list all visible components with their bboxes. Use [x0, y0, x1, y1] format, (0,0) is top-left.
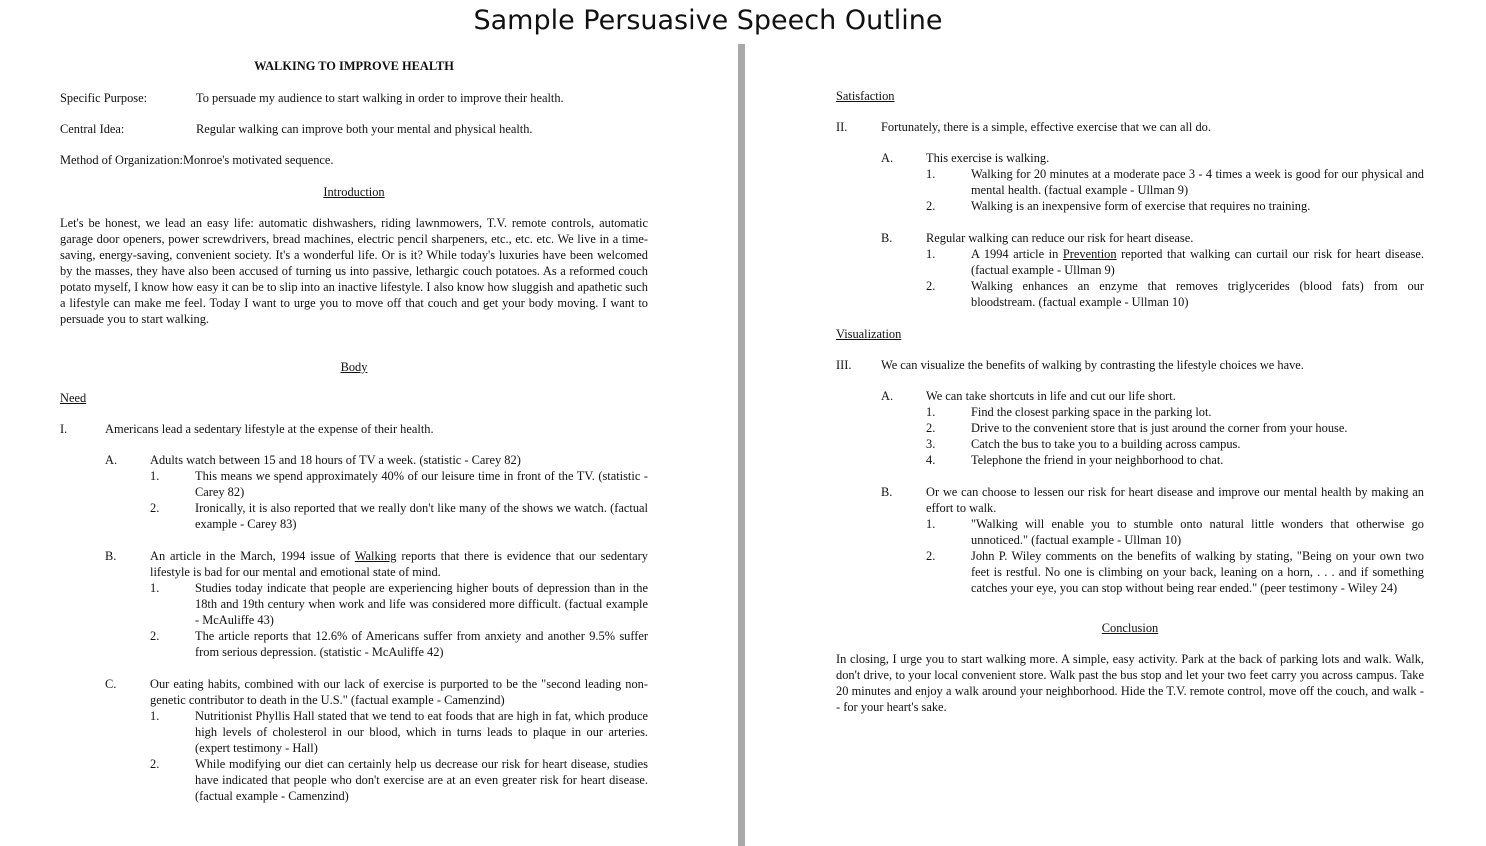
subpoint-text: An article in the March, 1994 issue of Walking reports that there is evidence that our sedentary lifestyle is bad for our mental and emotional state of mind.: [150, 549, 648, 579]
list-item: [926, 198, 1424, 214]
subpoint-need-a: [105, 452, 648, 532]
subpoint-visualization-a: [881, 388, 1424, 468]
item-number: 1.: [926, 517, 936, 531]
main-point-need: [60, 421, 648, 437]
item-text: Nutritionist Phyllis Hall stated that we tend to eat foods that are high in fat, which produce high levels of cholesterol in our blood, which in turns leads to plaque in our arteries. (expert testimony - Hall): [195, 709, 648, 755]
item-text: Telephone the friend in your neighborhood to chat.: [971, 453, 1224, 467]
list-item: [926, 246, 1424, 278]
subpoint-need-c: [105, 676, 648, 804]
left-column: [60, 58, 648, 820]
subpoint-text: Regular walking can reduce our risk for heart disease.: [926, 231, 1194, 245]
item-number: 1.: [150, 709, 160, 723]
subpoint-text: Or we can choose to lessen our risk for heart disease and improve our mental health by making an effort to walk.: [926, 485, 1424, 515]
item-text: Studies today indicate that people are experiencing higher bouts of depression than in the 18th and 19th century when work and life was considered more difficult. (factual example - McAuliffe 43): [195, 581, 648, 627]
subpoint-visualization-b: [881, 484, 1424, 596]
roman-numeral: I.: [60, 422, 68, 436]
subpoint-letter: B.: [105, 549, 117, 563]
list-item: [150, 580, 648, 628]
introduction-heading: Introduction: [323, 185, 385, 199]
main-point-visualization: [836, 357, 1424, 373]
item-number: 1.: [926, 405, 936, 419]
item-text: Walking for 20 minutes at a moderate pace 3 - 4 times a week is good for our physical and mental health. (factual example - Ullman 9): [971, 167, 1424, 197]
meta-central-idea: [60, 121, 648, 137]
item-text: John P. Wiley comments on the benefits of walking by stating, "Being on your own two feet is restful. No one is climbing on your back, leaning on a horn, . . . and if something catches your eye, you can stop without being rear ended." (peer testimony - Wiley 24): [971, 549, 1424, 595]
item-text: Find the closest parking space in the parking lot.: [971, 405, 1212, 419]
list-item: [926, 420, 1424, 436]
main-point-text: Fortunately, there is a simple, effective exercise that we can all do.: [881, 120, 1211, 134]
subpoint-letter: B.: [881, 231, 893, 245]
introduction-text: Let's be honest, we lead an easy life: automatic dishwashers, riding lawnmowers, T.V. remote controls, automatic garage door openers, power screwdrivers, bread machines, electric pencil sharpeners, etc., etc. etc. We live in a time-saving, energy-saving, convenient society. It's a wonderful life. Or is it? While today's luxuries have been welcomed by the masses, they have also been accused of turning us into passive, lethargic couch potatoes. As a reformed couch potato myself, I know how easy it can be to slip into an inactive lifestyle. I also know how sluggish and apathetic such a lifestyle can make me feel. Today I want to urge you to move off that couch and get your body moving. I want to persuade you to start walking.: [60, 216, 648, 326]
subpoint-letter: C.: [105, 677, 117, 691]
item-number: 2.: [926, 279, 936, 293]
list-item: [926, 516, 1424, 548]
item-text: Drive to the convenient store that is just around the corner from your house.: [971, 421, 1348, 435]
meta-specific-purpose: [60, 90, 648, 106]
meta-value: Monroe's motivated sequence.: [182, 153, 334, 167]
main-point-text: Americans lead a sedentary lifestyle at the expense of their health.: [105, 422, 434, 436]
need-heading: Need: [60, 391, 87, 405]
main-point-satisfaction: [836, 119, 1424, 135]
subpoint-satisfaction-b: [881, 230, 1424, 310]
item-number: 2.: [926, 199, 936, 213]
item-number: 1.: [150, 469, 160, 483]
item-number: 2.: [150, 757, 160, 771]
meta-method-of-organization: [60, 152, 648, 168]
subpoint-text: We can take shortcuts in life and cut our life short.: [926, 389, 1176, 403]
meta-value: To persuade my audience to start walking in order to improve their health.: [196, 91, 564, 105]
slide-title: Sample Persuasive Speech Outline: [473, 5, 943, 36]
publication-title: Prevention: [1062, 247, 1117, 261]
item-number: 2.: [926, 421, 936, 435]
item-number: 2.: [150, 629, 160, 643]
item-number: 1.: [150, 581, 160, 595]
list-item: [150, 628, 648, 660]
list-item: [926, 436, 1424, 452]
body-heading: Body: [340, 360, 368, 374]
satisfaction-heading: Satisfaction: [836, 89, 895, 103]
roman-numeral: II.: [836, 120, 848, 134]
list-item: [926, 278, 1424, 310]
subpoint-text: Our eating habits, combined with our lack of exercise is purported to be the "second leading non-genetic contributor to death in the U.S." (factual example - Camenzind): [150, 677, 648, 707]
roman-numeral: III.: [836, 358, 852, 372]
item-text: A 1994 article in Prevention reported that walking can curtail our risk for heart disease. (factual example - Ullman 9): [971, 247, 1424, 277]
meta-label: Central Idea:: [60, 122, 125, 136]
meta-value: Regular walking can improve both your mental and physical health.: [196, 122, 533, 136]
list-item: [926, 548, 1424, 596]
subpoint-letter: B.: [881, 485, 893, 499]
list-item: [150, 500, 648, 532]
visualization-heading: Visualization: [836, 327, 902, 341]
subpoint-letter: A.: [881, 389, 894, 403]
list-item: [150, 708, 648, 756]
item-text: Catch the bus to take you to a building across campus.: [971, 437, 1241, 451]
item-text: While modifying our diet can certainly help us decrease our risk for heart disease, studies have indicated that people who don't exercise are at an even greater risk for heart disease. (factual example - Camenzind): [195, 757, 648, 803]
item-number: 2.: [926, 549, 936, 563]
list-item: [150, 756, 648, 804]
page-divider: [738, 44, 745, 846]
subpoint-letter: A.: [881, 151, 894, 165]
publication-title: Walking: [354, 549, 397, 563]
meta-label: Specific Purpose:: [60, 91, 148, 105]
item-number: 4.: [926, 453, 936, 467]
subpoint-satisfaction-a: [881, 150, 1424, 214]
item-text: Walking is an inexpensive form of exercise that requires no training.: [971, 199, 1311, 213]
subpoint-text: Adults watch between 15 and 18 hours of TV a week. (statistic - Carey 82): [150, 453, 521, 467]
conclusion-text: In closing, I urge you to start walking more. A simple, easy activity. Park at the back of parking lots and walk. Walk, don't drive, to your local convenient store. Walk past the bus stop and let your two feet carry you across campus. Take 20 minutes and enjoy a walk around your neighborhood. Hide the T.V. remote control, move off the couch, and walk -- for your heart's sake.: [836, 652, 1424, 714]
list-item: [926, 404, 1424, 420]
item-text: "Walking will enable you to stumble onto natural little wonders that otherwise go unnoticed." (factual example - Ullman 10): [971, 517, 1424, 547]
conclusion-heading: Conclusion: [1101, 621, 1159, 635]
meta-label: Method of Organization:: [60, 153, 183, 167]
item-text: This means we spend approximately 40% of our leisure time in front of the TV. (statistic - Carey 82): [195, 469, 648, 499]
item-text: Ironically, it is also reported that we really don't like many of the shows we watch. (factual example - Carey 83): [195, 501, 648, 531]
main-point-text: We can visualize the benefits of walking by contrasting the lifestyle choices we have.: [881, 358, 1304, 372]
right-column: [836, 88, 1424, 715]
list-item: [150, 468, 648, 500]
item-text: The article reports that 12.6% of Americans suffer from anxiety and another 9.5% suffer from serious depression. (statistic - McAuliffe 42): [195, 629, 648, 659]
subpoint-need-b: [105, 548, 648, 660]
document-title: WALKING TO IMPROVE HEALTH: [254, 59, 454, 73]
item-text: Walking enhances an enzyme that removes triglycerides (blood fats) from our bloodstream. (factual example - Ullman 10): [971, 279, 1424, 309]
list-item: [926, 452, 1424, 468]
item-number: 3.: [926, 437, 936, 451]
item-number: 2.: [150, 501, 160, 515]
list-item: [926, 166, 1424, 198]
subpoint-letter: A.: [105, 453, 118, 467]
item-number: 1.: [926, 247, 936, 261]
item-number: 1.: [926, 167, 936, 181]
subpoint-text: This exercise is walking.: [926, 151, 1050, 165]
